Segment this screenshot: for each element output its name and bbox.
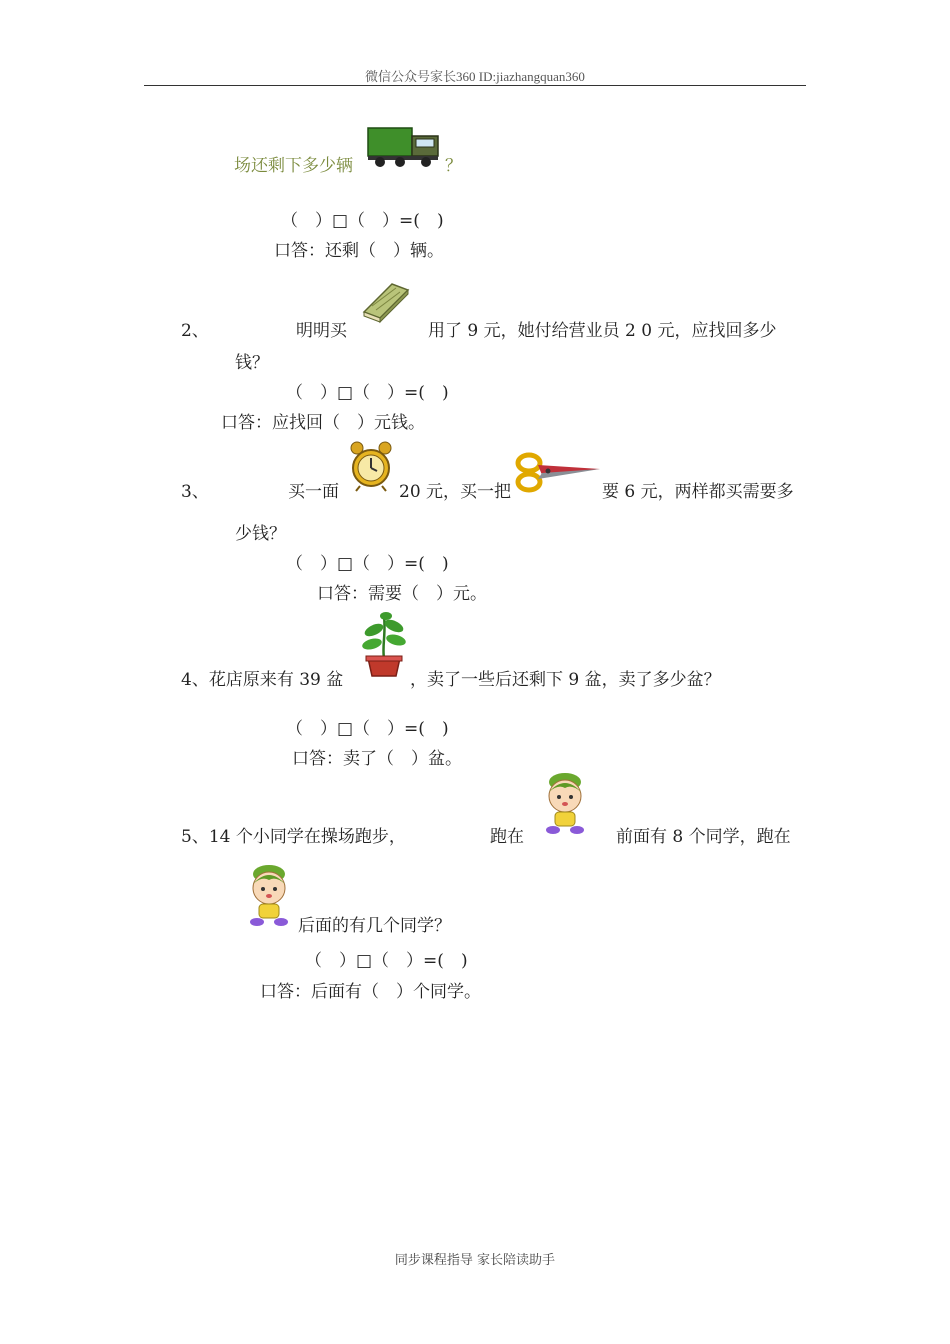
q5-text-c: 前面有 8 个同学，跑在	[616, 827, 791, 847]
q3-answer: 口答：需要（ ）元。	[317, 584, 487, 604]
q5-equation: （ ）□（ ）=( )	[305, 951, 468, 971]
potted-plant-icon	[360, 610, 408, 678]
q1-text: 场还剩下多少辆	[234, 156, 353, 176]
q4-equation: （ ）□（ ）=( )	[286, 719, 449, 739]
page-header: 微信公众号家长360 ID:jiazhangquan360	[365, 69, 585, 84]
child-icon	[542, 772, 588, 838]
q1-equation: （ ）□（ ）=( )	[281, 211, 444, 231]
q1-question-mark: ？	[445, 156, 462, 176]
q3-text-c: 要 6 元，两样都买需要多	[602, 482, 794, 502]
q5-text-d: 后面的有几个同学？	[298, 916, 451, 936]
q4-text-b: ，卖了一些后还剩下 9 盆，卖了多少盆？	[410, 670, 721, 690]
q5-text-b: 跑在	[490, 827, 524, 847]
q3-text-d: 少钱？	[235, 524, 286, 544]
q1-answer: 口答：还剩（ ）辆。	[274, 241, 444, 261]
q2-text-c: 钱？	[235, 353, 269, 373]
alarm-clock-icon	[348, 440, 394, 492]
q2-text-a: 明明买	[296, 321, 347, 341]
q2-number: 2、	[181, 321, 209, 341]
q2-text-b: 用了 9 元，她付给营业员 2 0 元，应找回多少	[428, 321, 777, 341]
scissors-icon	[514, 451, 602, 493]
q3-number: 3、	[181, 482, 209, 502]
book-icon	[358, 276, 412, 324]
truck-icon	[366, 122, 442, 170]
header-rule	[144, 85, 806, 86]
q5-text-a: 5、14 个小同学在操场跑步，	[181, 827, 406, 847]
q4-text-a: 4、花店原来有 39 盆	[181, 670, 344, 690]
q2-equation: （ ）□（ ）=( )	[286, 383, 449, 403]
q3-text-a: 买一面	[288, 482, 339, 502]
page-footer: 同步课程指导 家长陪读助手	[394, 1253, 556, 1268]
q3-text-b: 20 元，买一把	[399, 482, 512, 502]
q3-equation: （ ）□（ ）=( )	[286, 554, 449, 574]
child-icon	[246, 864, 292, 930]
q4-answer: 口答：卖了（ ）盆。	[292, 749, 462, 769]
q2-answer: 口答：应找回（ ）元钱。	[221, 413, 425, 433]
q5-answer: 口答：后面有（ ）个同学。	[260, 982, 481, 1002]
